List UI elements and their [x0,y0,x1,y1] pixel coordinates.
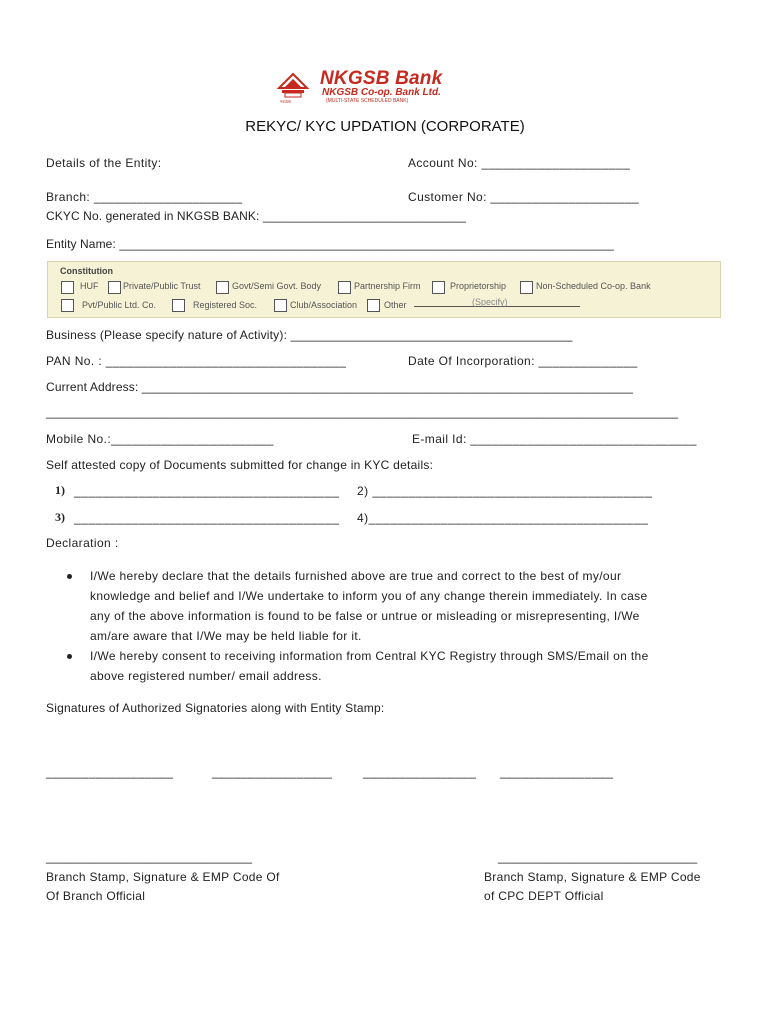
checkbox-ltd-co[interactable] [61,299,74,312]
declaration-line: any of the above information is found to be false or untrue or misleading or misrepresenting, I/We [90,609,640,623]
doc-3-field[interactable]: _____________________________________ [74,511,340,525]
email-field[interactable]: E-mail Id: ________________________________ [412,432,697,446]
address-field[interactable]: Current Address: ________________________________________________________________________ [46,380,634,394]
specify-hint: (Specify) [472,297,508,307]
declaration-line: am/are aware that I/We may be held liable for it. [90,629,362,643]
checkbox-other[interactable] [367,299,380,312]
customer-no-field[interactable]: Customer No: _____________________ [408,190,640,204]
branch-official-label-2: Of Branch Official [46,889,146,903]
bank-logo [276,68,492,104]
checkbox-label-govt: Govt/Semi Govt. Body [232,281,322,291]
signature-line-3[interactable]: ________________ [363,765,477,779]
pan-field[interactable]: PAN No. : __________________________________ [46,354,347,368]
account-no-field[interactable]: Account No: _____________________ [408,156,631,170]
declaration-line: knowledge and belief and I/We undertake to inform you of any change therein immediately. In case [90,589,648,603]
constitution-box [47,261,721,318]
signature-line-2[interactable]: _________________ [212,765,333,779]
doc-3-number: 3) [55,510,65,524]
doc-4-field[interactable]: 4)_______________________________________ [357,511,649,525]
branch-signature-line[interactable]: ______________________________ [46,850,253,864]
consent-line: I/We hereby consent to receiving information from Central KYC Registry through SMS/Email on the [90,649,649,663]
ckyc-field[interactable]: CKYC No. generated in NKGSB BANK: ______________________________ [46,209,467,223]
branch-official-label-1: Branch Stamp, Signature & EMP Code Of [46,870,280,884]
branch-field[interactable]: Branch: _____________________ [46,190,243,204]
checkbox-proprietorship[interactable] [432,281,445,294]
checkbox-coop-bank[interactable] [520,281,533,294]
cpc-official-label-2: of CPC DEPT Official [484,889,604,903]
checkbox-govt[interactable] [216,281,229,294]
signature-line-1[interactable]: __________________ [46,765,174,779]
checkbox-label-partnership: Partnership Firm [354,281,421,291]
cpc-official-label-1: Branch Stamp, Signature & EMP Code [484,870,701,884]
checkbox-huf[interactable] [61,281,74,294]
page-title: REKYC/ KYC UPDATION (CORPORATE) [245,118,525,135]
entity-name-field[interactable]: Entity Name: _________________________________________________________________________ [46,237,614,251]
checkbox-label-club: Club/Association [290,300,358,310]
temple-emblem-icon [276,72,310,102]
checkbox-label-proprietorship: Proprietorship [450,281,507,291]
bullet-icon [67,574,72,579]
checkbox-registered-soc[interactable] [172,299,185,312]
logo-left-tag: नवकारा [280,99,292,104]
consent-line: above registered number/ email address. [90,669,322,683]
checkbox-label-other: Other [384,300,407,310]
mobile-field[interactable]: Mobile No.:_______________________ [46,432,274,446]
details-label: Details of the Entity: [46,156,162,170]
docs-heading: Self attested copy of Documents submitted for change in KYC details: [46,458,434,472]
checkbox-club[interactable] [274,299,287,312]
checkbox-label-registered-soc: Registered Soc. [193,300,258,310]
signature-line-4[interactable]: ________________ [500,765,614,779]
checkbox-label-ltd-co: Pvt/Public Ltd. Co. [82,300,157,310]
checkbox-partnership[interactable] [338,281,351,294]
doc-2-field[interactable]: 2) _______________________________________ [357,484,653,498]
bank-name: NKGSB Bank [320,68,443,89]
bank-tagline: (MULTI-STATE SCHEDULED BANK) [326,98,409,104]
signatures-heading: Signatures of Authorized Signatories along with Entity Stamp: [46,701,385,715]
doi-field[interactable]: Date Of Incorporation: ______________ [408,354,638,368]
business-field[interactable]: Business (Please specify nature of Activity): _________________________________________ [46,328,573,342]
bank-subname: NKGSB Co-op. Bank Ltd. [322,87,441,98]
address-line2-field[interactable]: ______________________________________________________________________________________________ [46,405,679,419]
cpc-signature-line[interactable]: _____________________________ [498,850,698,864]
doc-1-number: 1) [55,483,65,497]
declaration-line: I/We hereby declare that the details furnished above are true and correct to the best of my/our [90,569,622,583]
bullet-icon [67,654,72,659]
declaration-heading: Declaration : [46,536,119,550]
checkbox-trust[interactable] [108,281,121,294]
checkbox-label-coop-bank: Non-Scheduled Co-op. Bank [536,281,651,291]
checkbox-label-trust: Private/Public Trust [123,281,201,291]
constitution-title: Constitution [60,266,113,276]
doc-1-field[interactable]: _____________________________________ [74,484,340,498]
checkbox-label-huf: HUF [80,281,99,291]
